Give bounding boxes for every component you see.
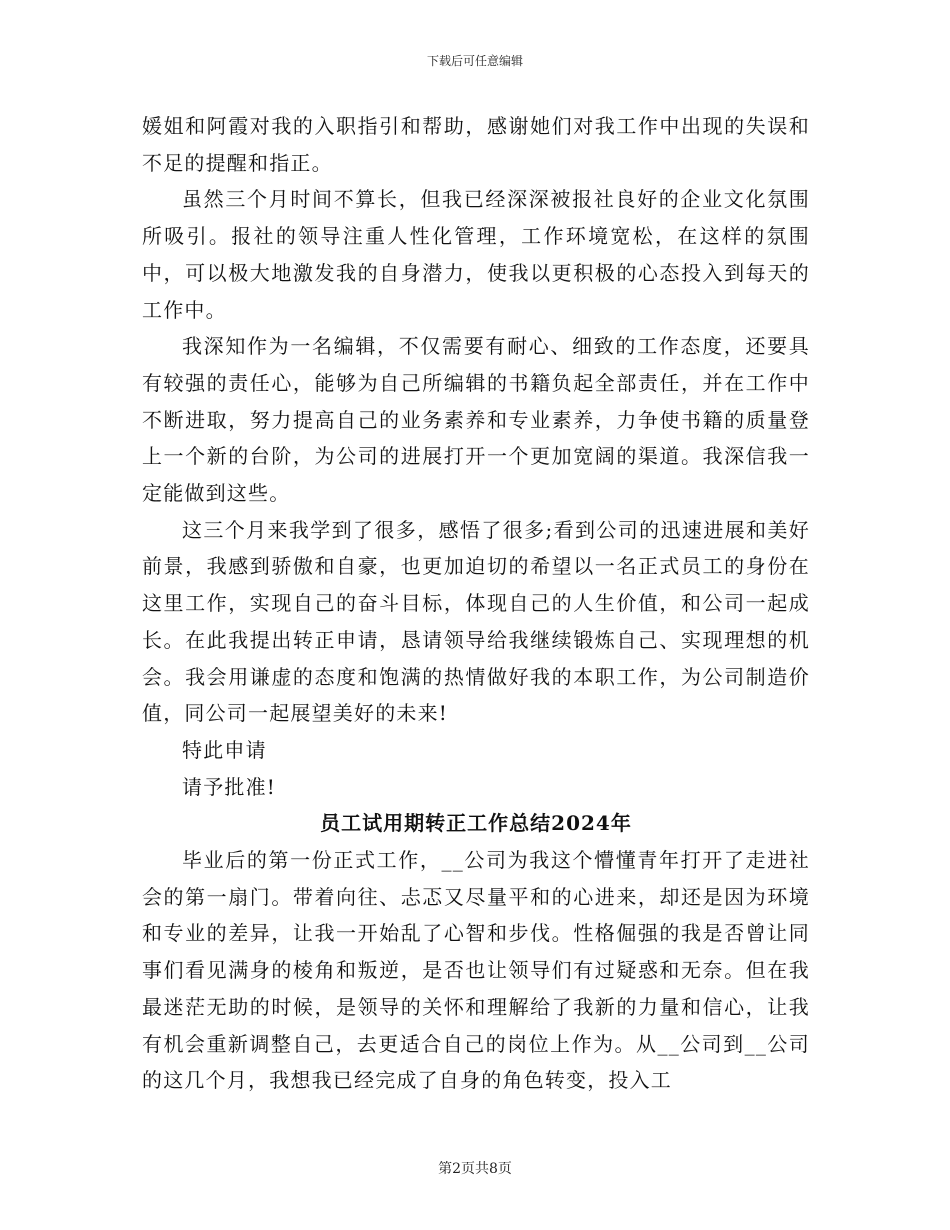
paragraph-3: 我深知作为一名编辑，不仅需要有耐心、细致的工作态度，还要具有较强的责任心，能够为自己所编辑的书籍负起全部责任，并在工作中不断进取，努力提高自己的业务素养和专业素养，力争使书籍的质量登上一个新的台阶，为公司的进展打开一个更加宽阔的渠道。我深信我一定能做到这些。	[142, 334, 810, 506]
page-footer: 第2页共8页	[438, 1161, 512, 1177]
paragraph-1: 媛姐和阿霞对我的入职指引和帮助，感谢她们对我工作中出现的失误和不足的提醒和指正。	[142, 114, 810, 175]
paragraph-4: 这三个月来我学到了很多，感悟了很多;看到公司的迅速进展和美好前景，我感到骄傲和自豪，也更加迫切的希望以一名正式员工的身份在这里工作，实现自己的奋斗目标，体现自己的人生价值，和公司一起成长。在此我提出转正申请，恳请领导给我继续锻炼自己、实现理想的机会。我会用谦虚的态度和饱满的热情做好我的本职工作，为公司制造价值，同公司一起展望美好的未来!	[142, 517, 810, 726]
paragraph-2: 虽然三个月时间不算长，但我已经深深被报社良好的企业文化氛围所吸引。报社的领导注重人性化管理，工作环境宽松，在这样的氛围中，可以极大地激发我的自身潜力，使我以更积极的心态投入到每天的工作中。	[142, 187, 810, 322]
closing-line-1: 特此申请	[182, 737, 267, 762]
section-title: 员工试用期转正工作总结2024年	[320, 811, 632, 836]
document-body	[142, 108, 810, 1099]
paragraph-5: 毕业后的第一份正式工作，__公司为我这个懵懂青年打开了走进社会的第一扇门。带着向往、忐忑又尽量平和的心进来，却还是因为环境和专业的差异，让我一开始乱了心智和步伐。性格倔强的我是否曾让同事们看见满身的棱角和叛逆，是否也让领导们有过疑惑和无奈。但在我最迷茫无助的时候，是领导的关怀和理解给了我新的力量和信心，让我有机会重新调整自己，去更适合自己的岗位上作为。从__公司到__公司的这几个月，我想我已经完成了自身的角色转变，投入工	[142, 848, 810, 1093]
page-header: 下载后可任意编辑	[426, 54, 523, 68]
closing-line-2: 请予批准!	[182, 774, 277, 799]
